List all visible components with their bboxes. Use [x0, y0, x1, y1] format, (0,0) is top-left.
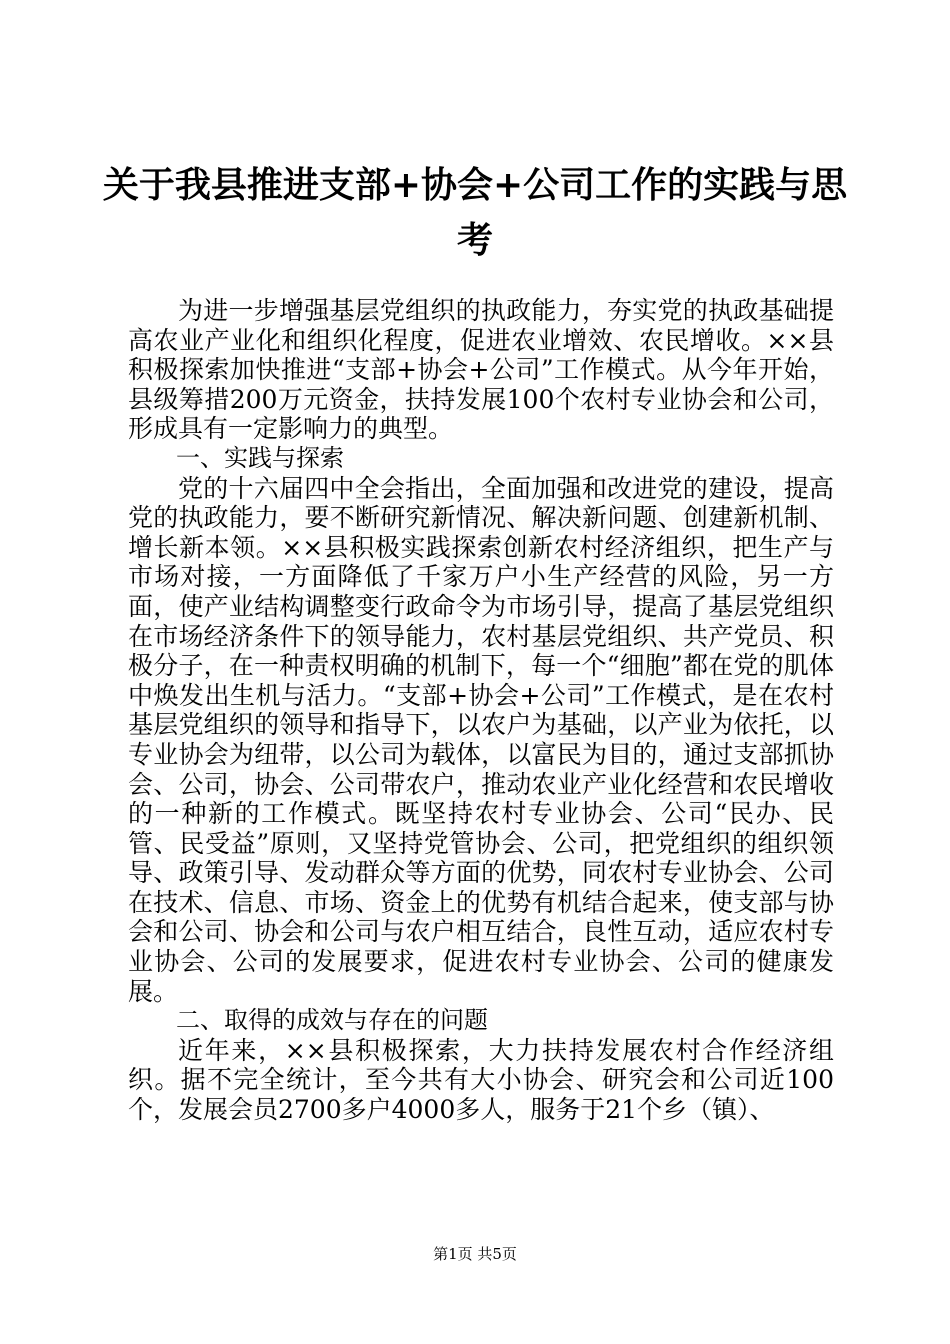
- section-heading-practice: 一、实践与探索: [176, 443, 344, 472]
- document-body: [128, 296, 834, 1125]
- document-title: 关于我县推进支部+协会+公司工作的实践与思考: [102, 164, 848, 261]
- section-heading-results: 二、取得的成效与存在的问题: [176, 1006, 488, 1035]
- results-paragraph: 近年来，××县积极探索，大力扶持发展农村合作经济组织。据不完全统计，至今共有大小协会、研究会和公司近100个，发展会员2700多户4000多人，服务于21个乡（镇）、: [128, 1035, 834, 1125]
- intro-paragraph: 为进一步增强基层党组织的执政能力，夯实党的执政基础提高农业产业化和组织化程度，促进农业增效、农民增收。××县积极探索加快推进“支部+协会+公司”工作模式。从今年开始，县级筹措200万元资金，扶持发展100个农村专业协会和公司，形成具有一定影响力的典型。: [128, 296, 834, 444]
- practice-paragraph: 党的十六届四中全会指出，全面加强和改进党的建设，提高党的执政能力，要不断研究新情况、解决新问题、创建新机制、增长新本领。××县积极实践探索创新农村经济组织，把生产与市场对接，一方面降低了千家万户小生产经营的风险，另一方面，使产业结构调整变行政命令为市场引导，提高了基层党组织在市场经济条件下的领导能力，农村基层党组织、共产党员、积极分子，在一种责权明确的机制下，每一个“细胞”都在党的肌体中焕发出生机与活力。“支部+协会+公司”工作模式，是在农村基层党组织的领导和指导下，以农户为基础，以产业为依托，以专业协会为纽带，以公司为载体，以富民为目的，通过支部抓协会、公司，协会、公司带农户，推动农业产业化经营和农民增收的一种新的工作模式。既坚持农村专业协会、公司“民办、民管、民受益”原则，又坚持党管协会、公司，把党组织的组织领导、政策引导、发动群众等方面的优势，同农村专业协会、公司在技术、信息、市场、资金上的优势有机结合起来，使支部与协会和公司、协会和公司与农户相互结合，良性互动，适应农村专业协会、公司的发展要求，促进农村专业协会、公司的健康发展。: [128, 473, 834, 1006]
- page-footer: 第1页 共5页: [433, 1245, 517, 1263]
